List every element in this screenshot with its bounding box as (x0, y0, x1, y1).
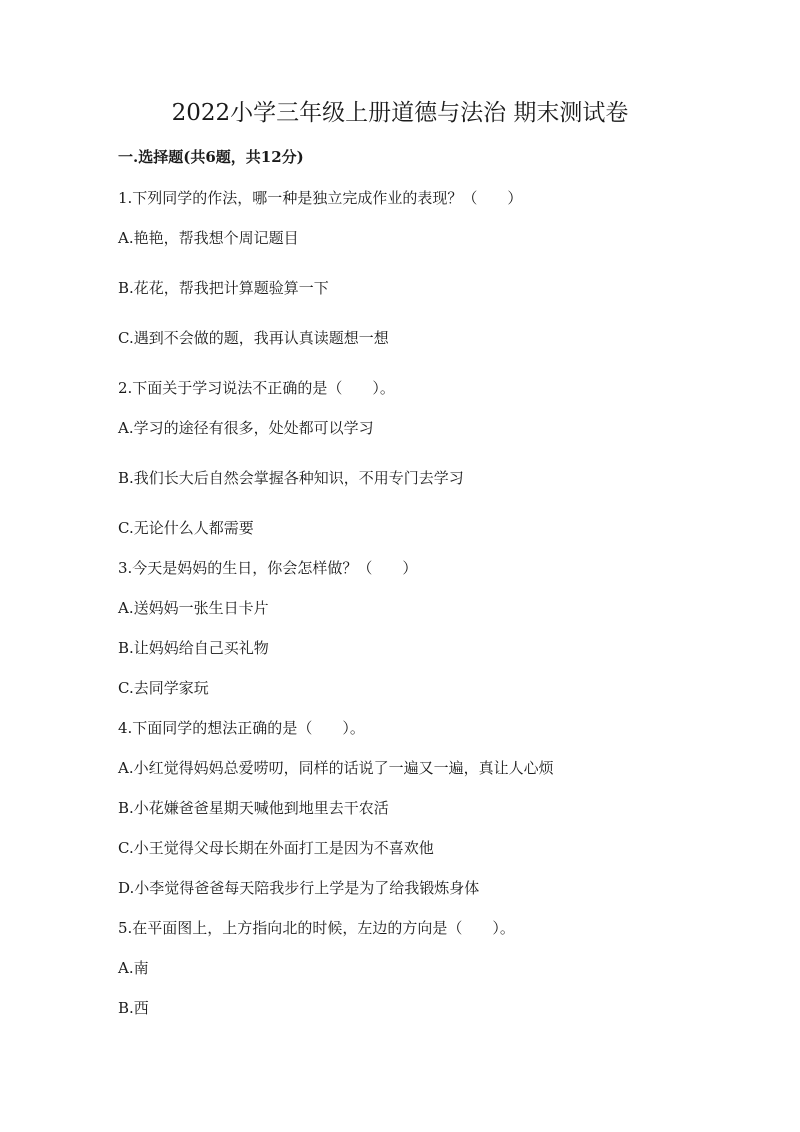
question-2-option-c: C.无论什么人都需要 (118, 519, 254, 537)
question-3-option-c: C.去同学家玩 (118, 679, 209, 697)
question-3-option-b: B.让妈妈给自己买礼物 (118, 639, 269, 657)
question-4-option-d: D.小李觉得爸爸每天陪我步行上学是为了给我锻炼身体 (118, 879, 480, 897)
question-4-stem: 4.下面同学的想法正确的是（ ）。 (118, 719, 365, 737)
question-1-option-a: A.艳艳，帮我想个周记题目 (118, 229, 299, 247)
question-2-option-a: A.学习的途径有很多，处处都可以学习 (118, 419, 374, 437)
page-title: 2022小学三年级上册道德与法治 期末测试卷 (171, 100, 629, 126)
question-3-stem: 3.今天是妈妈的生日，你会怎样做？（ ） (118, 559, 418, 577)
question-2-stem: 2.下面关于学习说法不正确的是（ ）。 (118, 379, 395, 397)
question-4-option-a: A.小红觉得妈妈总爱唠叨，同样的话说了一遍又一遍，真让人心烦 (118, 759, 554, 777)
question-4-option-b: B.小花嫌爸爸星期天喊他到地里去干农活 (118, 799, 389, 817)
question-5-option-a: A.南 (118, 959, 149, 977)
section-heading: 一.选择题(共6题，共12分) (118, 148, 304, 166)
question-1-option-b: B.花花，帮我把计算题验算一下 (118, 279, 329, 297)
question-5-option-b: B.西 (118, 999, 149, 1017)
question-1-option-c: C.遇到不会做的题，我再认真读题想一想 (118, 329, 389, 347)
question-2-option-b: B.我们长大后自然会掌握各种知识，不用专门去学习 (118, 469, 464, 487)
question-5-stem: 5.在平面图上，上方指向北的时候，左边的方向是（ ）。 (118, 919, 515, 937)
question-3-option-a: A.送妈妈一张生日卡片 (118, 599, 269, 617)
question-1-stem: 1.下列同学的作法，哪一种是独立完成作业的表现？（ ） (118, 189, 523, 207)
question-4-option-c: C.小王觉得父母长期在外面打工是因为不喜欢他 (118, 839, 434, 857)
